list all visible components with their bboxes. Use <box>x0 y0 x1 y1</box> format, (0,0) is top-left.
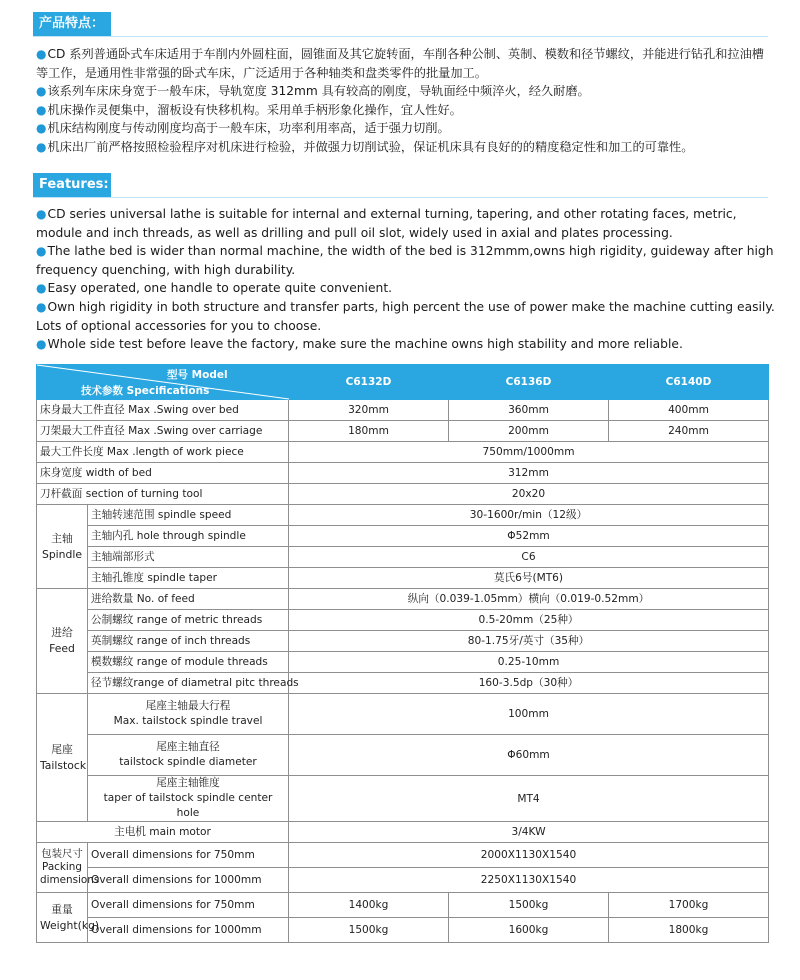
cell-value: C6 <box>289 547 769 568</box>
table-row <box>37 568 769 589</box>
spec-header: 技术参数 Specifications <box>81 385 210 397</box>
row-label: 主轴内孔 hole through spindle <box>88 526 289 547</box>
cell-value: 纵向（0.039-1.05mm）横向（0.019-0.52mm） <box>289 589 769 610</box>
bullet-icon: ● <box>36 299 47 314</box>
row-label <box>88 694 289 735</box>
cell-value: 1700kg <box>609 893 769 918</box>
cell-value: 312mm <box>289 463 769 484</box>
table-row <box>37 652 769 673</box>
en-feature-item: ●Whole side test before leave the factory, make sure the machine owns high stability and more reliable. <box>36 337 683 352</box>
table-row <box>37 868 769 893</box>
group-label-en: Feed <box>49 642 75 655</box>
table-row <box>37 893 769 918</box>
cell-value: 320mm <box>289 400 449 421</box>
row-label: 床身最大工件直径 Max .Swing over bed <box>37 400 289 421</box>
zh-feature-item: ●机床出厂前严格按照检验程序对机床进行检验，并做强力切削试验，保证机床具有良好的的精度稳定性和加工的可靠性。 <box>36 139 694 154</box>
table-row <box>37 673 769 694</box>
group-label-feed <box>37 589 88 694</box>
cell-value: 0.5-20mm（25种） <box>289 610 769 631</box>
table-row <box>37 776 769 822</box>
bullet-icon: ● <box>36 207 47 221</box>
cell-value: 2000X1130X1540 <box>289 843 769 868</box>
bullet-icon: ● <box>36 47 47 61</box>
table-row <box>37 589 769 610</box>
cell-value: 3/4KW <box>289 822 769 843</box>
cell-value: 1400kg <box>289 893 449 918</box>
row-label-en: tailstock spindle diameter <box>119 756 257 768</box>
cell-value: 200mm <box>449 421 609 442</box>
bullet-icon: ● <box>36 139 47 154</box>
row-label: 最大工件长度 Max .length of work piece <box>37 442 289 463</box>
bullet-icon: ● <box>36 337 47 352</box>
cell-value: 1600kg <box>449 918 609 943</box>
specifications-table <box>36 364 769 943</box>
row-label: 主轴孔锥度 spindle taper <box>88 568 289 589</box>
model-header: 型号 Model <box>167 369 228 381</box>
group-label-en: Tailstock <box>40 758 87 772</box>
group-label-en: Weight(kg) <box>40 918 100 932</box>
cell-value: 750mm/1000mm <box>289 442 769 463</box>
table-header-row <box>37 365 769 400</box>
row-label-en: Max. tailstock spindle travel <box>113 715 263 727</box>
group-label-zh: 重量 <box>51 902 73 916</box>
zh-section-divider <box>33 36 768 37</box>
group-label-zh: 主轴 <box>51 531 73 545</box>
en-feature-item: ●Easy operated, one handle to operate quite convenient. <box>36 281 393 296</box>
cell-value: 20x20 <box>289 484 769 505</box>
group-label-weight <box>37 893 100 943</box>
row-label: 公制螺纹 range of metric threads <box>88 610 289 631</box>
bullet-icon: ● <box>36 121 47 136</box>
cell-value: 240mm <box>609 421 769 442</box>
row-label <box>88 735 289 776</box>
group-label-tailstock <box>37 694 88 822</box>
group-label-zh: 进给 <box>51 626 73 639</box>
row-label: 英制螺纹 range of inch threads <box>88 631 289 652</box>
cell-value: 莫氏6号(MT6) <box>289 568 769 589</box>
row-label: 刀杆截面 section of turning tool <box>37 484 289 505</box>
row-label-zh: 尾座主轴锥度 <box>156 777 220 789</box>
row-label: 模数螺纹 range of module threads <box>88 652 289 673</box>
en-feature-item: ●Own high rigidity in both structure and transfer parts, high percent the use of power make the machine cutting easily. Lots of optional accessories for you to choose. <box>36 299 775 333</box>
table-row <box>37 505 769 526</box>
row-label: 主轴端部形式 <box>88 547 289 568</box>
cell-value: 2250X1130X1540 <box>289 868 769 893</box>
table-row <box>37 547 769 568</box>
table-row <box>37 484 769 505</box>
cell-value: 80-1.75牙/英寸（35种） <box>289 631 769 652</box>
en-feature-item: ●The lathe bed is wider than normal machine, the width of the bed is 312mmm,owns high rigidity, guideway after high frequency quenching, with high durability. <box>36 244 774 277</box>
en-feature-list <box>36 205 776 354</box>
row-label: 刀架最大工件直径 Max .Swing over carriage <box>37 421 289 442</box>
cell-value: Φ52mm <box>289 526 769 547</box>
table-row <box>37 442 769 463</box>
header-corner-cell <box>37 365 289 400</box>
zh-feature-item: ●该系列车床床身宽于一般车床，导轨宽度 312mm 具有较高的刚度，导轨面经中频淬火，经久耐磨。 <box>36 84 590 99</box>
bullet-icon: ● <box>36 102 47 117</box>
table-row <box>37 526 769 547</box>
group-label-en: dimensions <box>40 874 100 886</box>
cell-value: 0.25-10mm <box>289 652 769 673</box>
row-label: 进给数量 No. of feed <box>88 589 289 610</box>
group-label-en: Packing <box>42 861 82 873</box>
row-label: 主轴转速范围 spindle speed <box>88 505 289 526</box>
cell-value: MT4 <box>289 776 769 822</box>
row-label: Overall dimensions for 1000mm <box>88 868 289 893</box>
row-label: Overall dimensions for 1000mm <box>88 918 289 943</box>
row-label: Overall dimensions for 750mm <box>88 893 289 918</box>
cell-value: 100mm <box>289 694 769 735</box>
group-label-spindle <box>37 505 88 589</box>
table-row <box>37 694 769 735</box>
group-label-en: Spindle <box>41 547 83 561</box>
model-name: C6140D <box>609 365 769 400</box>
en-section-divider <box>33 197 768 198</box>
cell-value: 180mm <box>289 421 449 442</box>
table-row <box>37 400 769 421</box>
zh-feature-item: ●机床结构刚度与传动刚度均高于一般车床，功率利用率高，适于强力切削。 <box>36 121 450 136</box>
cell-value: 30-1600r/min（12级） <box>289 505 769 526</box>
bullet-icon: ● <box>36 244 47 259</box>
table-row <box>37 610 769 631</box>
table-row <box>37 735 769 776</box>
row-label: 径节螺纹range of diametral pitc threads <box>88 673 289 694</box>
row-label: 床身宽度 width of bed <box>37 463 289 484</box>
row-label <box>88 776 289 822</box>
group-label-zh: 包装尺寸 <box>41 848 83 860</box>
cell-value: 1500kg <box>289 918 449 943</box>
table-row <box>37 463 769 484</box>
model-name: C6132D <box>289 365 449 400</box>
table-row <box>37 631 769 652</box>
row-label-en: taper of tailstock spindle center hole <box>103 792 273 819</box>
zh-section-heading: 产品特点： <box>33 12 111 36</box>
row-label-zh: 尾座主轴直径 <box>156 741 220 753</box>
table-row <box>37 421 769 442</box>
table-row <box>37 918 769 943</box>
cell-value: 160-3.5dp（30种） <box>289 673 769 694</box>
group-label-packing <box>37 843 100 893</box>
row-label-zh: 尾座主轴最大行程 <box>145 700 231 712</box>
table-row <box>37 822 769 843</box>
zh-feature-item: ●机床操作灵便集中，溜板设有快移机构。采用单手柄形象化操作，宜人性好。 <box>36 102 462 117</box>
cell-value: Φ60mm <box>289 735 769 776</box>
cell-value: 400mm <box>609 400 769 421</box>
bullet-icon: ● <box>36 281 47 296</box>
row-label: 主电机 main motor <box>37 822 289 843</box>
cell-value: 1500kg <box>449 893 609 918</box>
cell-value: 360mm <box>449 400 609 421</box>
row-label: Overall dimensions for 750mm <box>88 843 289 868</box>
cell-value: 1800kg <box>609 918 769 943</box>
model-name: C6136D <box>449 365 609 400</box>
en-feature-item: ●CD series universal lathe is suitable for internal and external turning, tapering, and other rotating faces, metric, module and inch threads, as well as drilling and pull oil slot, widely used in axial and plates processing. <box>36 207 737 240</box>
zh-feature-list <box>36 45 776 157</box>
bullet-icon: ● <box>36 84 47 99</box>
en-section-heading: Features: <box>33 173 111 197</box>
zh-feature-item: ●CD 系列普通卧式车床适用于车削内外圆柱面，圆锥面及其它旋转面，车削各种公制、英制、模数和径节螺纹，并能进行钻孔和拉油槽等工作，是通用性非常强的卧式车床，广泛适用于各种轴类和盘类零件的批量加工。 <box>36 47 764 80</box>
group-label-zh: 尾座 <box>51 742 73 756</box>
table-row <box>37 843 769 868</box>
